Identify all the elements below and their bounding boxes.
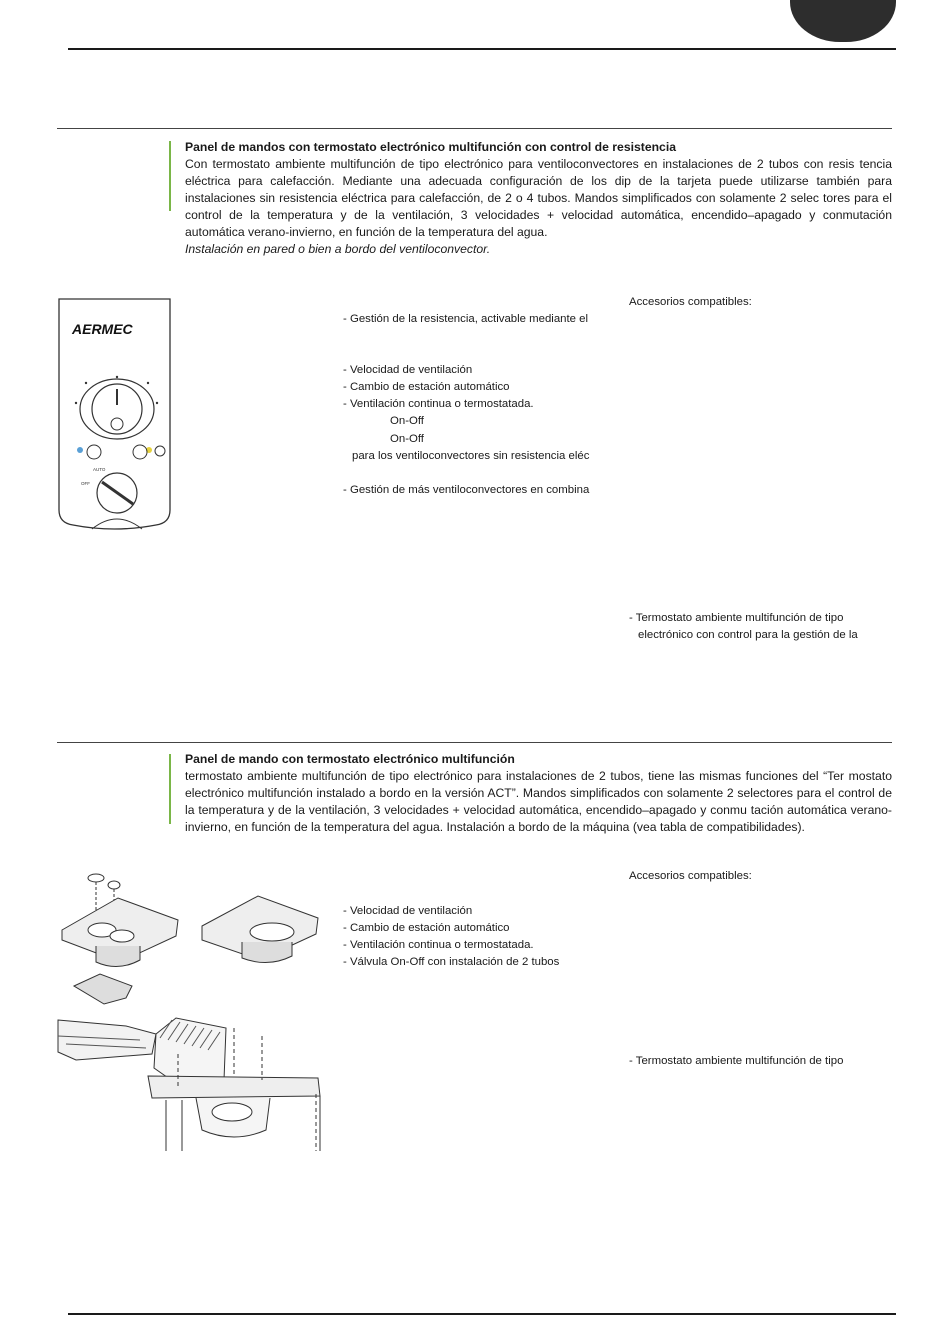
section2-title: Panel de mando con termostato electrónico multifunción <box>185 752 515 766</box>
section-divider <box>57 742 892 743</box>
feature-item: - Cambio de estación automático <box>343 381 510 393</box>
feature-item: - Ventilación continua o termostatada. <box>343 398 534 410</box>
feature-item: - Ventilación continua o termostatada. <box>343 939 534 951</box>
section-divider <box>57 128 892 129</box>
page-tab <box>790 0 896 42</box>
header-rule <box>68 48 896 50</box>
section1-title: Panel de mandos con termostato electrónico multifunción con control de resistencia <box>185 140 676 154</box>
section1-description <box>185 139 892 258</box>
accessories-label: Accesorios compatibles: <box>629 870 752 882</box>
feature-item: - Gestión de la resistencia, activable mediante el <box>343 313 589 325</box>
section1-body: Con termostato ambiente multifunción de tipo electrónico para ventiloconvectores en instalaciones de 2 tubos con resis tencia eléctrica para calefacción. Mediante una adecuada configuración de los dip de la tarjeta puede utilizarse también para instalaciones sin resistencia eléctrica para calefacción, de 2 o 4 tubos. Mandos simplificados con solamente 2 selec tores para el control de la temperatura y de la ventilación, 3 velocidades + velocidad automática, encendido–apagado y conmutación automática verano-invierno, en función de la temperatura del agua. <box>185 157 892 239</box>
accessory-item: - Termostato ambiente multifunción de tipo <box>629 1055 844 1067</box>
feature-item: - Cambio de estación automático <box>343 922 510 934</box>
footer-rule <box>68 1313 896 1315</box>
feature-item: para los ventiloconvectores sin resistencia eléc <box>352 450 590 462</box>
accent-bar <box>169 141 171 211</box>
accent-bar <box>169 754 171 824</box>
feature-item: - Gestión de más ventiloconvectores en combina <box>343 484 590 496</box>
thermostat-panel-illustration <box>56 297 176 537</box>
accessory-item: electrónico con control para la gestión de la <box>638 629 858 641</box>
installation-illustration <box>56 868 326 1153</box>
dial-label-auto: AUTO <box>93 467 106 472</box>
feature-item: - Velocidad de ventilación <box>343 905 473 917</box>
feature-item: On-Off <box>390 433 424 445</box>
dial-label-off: OFF <box>81 481 90 486</box>
section1-installation-note: Instalación en pared o bien a bordo del ventiloconvector. <box>185 242 491 256</box>
feature-item: - Válvula On-Off con instalación de 2 tubos <box>343 956 560 968</box>
feature-item: - Velocidad de ventilación <box>343 364 473 376</box>
feature-item: On-Off <box>390 415 424 427</box>
section2-body: termostato ambiente multifunción de tipo electrónico para instalaciones de 2 tubos, tiene las mismas funciones del “Ter mostato electrónico multifunción instalado a bordo en la versión ACT”. Mandos simplificados con solamente 2 selectores para el control de la temperatura y de la ventilación, 3 velocidades + velocidad automática, encendido–apagado y conmu tación automática verano-invierno, en función de la temperatura del agua. Instalación a bordo de la máquina (vea tabla de compatibilidades). <box>185 769 892 834</box>
accessory-item: - Termostato ambiente multifunción de tipo <box>629 612 844 624</box>
accessories-label: Accesorios compatibles: <box>629 296 752 308</box>
section2-description <box>185 751 892 836</box>
panel-brand-logo: AERMEC <box>72 321 133 337</box>
